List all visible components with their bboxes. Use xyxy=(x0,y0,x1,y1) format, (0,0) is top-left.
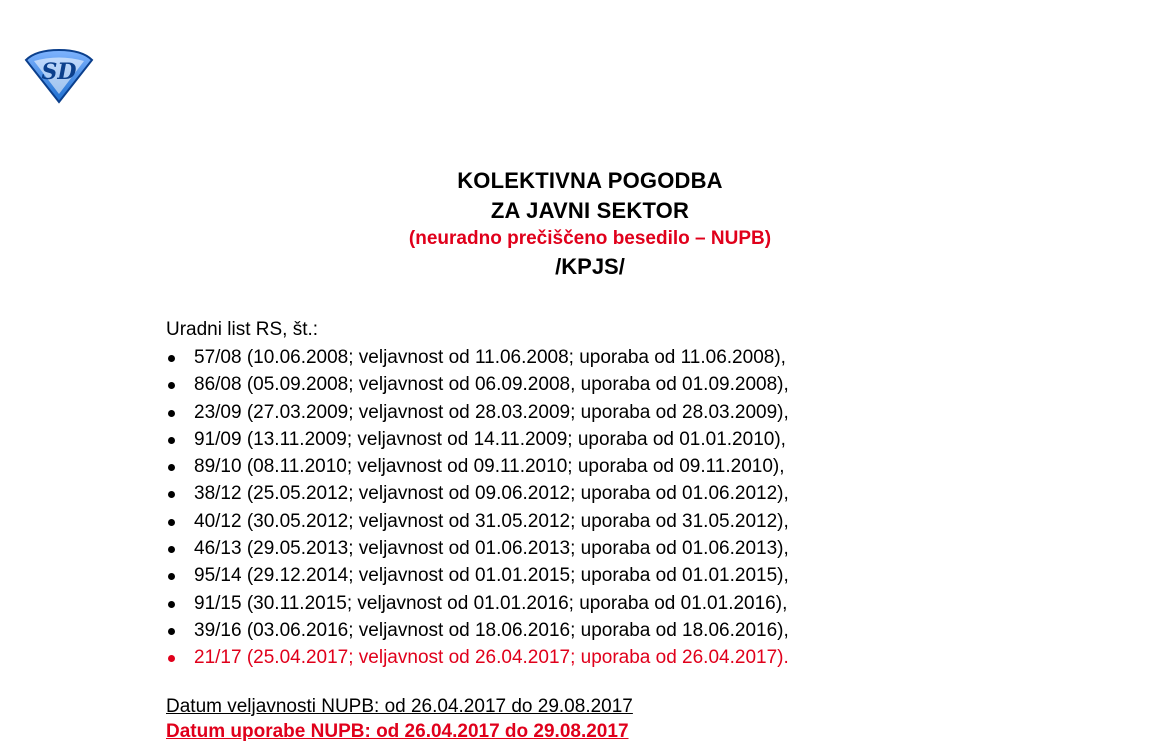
gazette-issue-text: 39/16 (03.06.2016; veljavnost od 18.06.2016; uporaba od 18.06.2016), xyxy=(194,619,789,641)
gazette-label: Uradni list RS, št.: xyxy=(166,319,319,340)
gazette-issue-text: 91/15 (30.11.2015; veljavnost od 01.01.2016; uporaba od 01.01.2016), xyxy=(194,592,788,614)
gazette-issue-list xyxy=(166,344,789,672)
gazette-issue-text: 95/14 (29.12.2014; veljavnost od 01.01.2015; uporaba od 01.01.2015), xyxy=(194,565,789,587)
gazette-issue-text: 57/08 (10.06.2008; veljavnost od 11.06.2008; uporaba od 11.06.2008), xyxy=(194,347,786,368)
gazette-issue xyxy=(166,590,789,617)
document-title-line1: KOLEKTIVNA POGODBA xyxy=(457,168,723,193)
gazette-issue xyxy=(166,453,789,480)
gazette-issue xyxy=(166,371,789,398)
gazette-issue-text: 40/12 (30.05.2012; veljavnost od 31.05.2012; uporaba od 31.05.2012), xyxy=(194,510,789,532)
gazette-issue xyxy=(166,562,789,589)
gazette-issue-text: 21/17 (25.04.2017; veljavnost od 26.04.2017; uporaba od 26.04.2017). xyxy=(194,647,789,669)
document-subtitle: (neuradno prečiščeno besedilo – NUPB) xyxy=(408,228,772,249)
gazette-issue xyxy=(166,535,789,562)
gazette-issue-text: 46/13 (29.05.2013; veljavnost od 01.06.2013; uporaba od 01.06.2013), xyxy=(194,538,789,560)
gazette-issue xyxy=(166,426,789,453)
gazette-issue xyxy=(166,399,789,426)
nupb-usage-date: Datum uporabe NUPB: od 26.04.2017 do 29.08.2017 xyxy=(166,721,629,742)
bullet-icon xyxy=(168,437,175,444)
gazette-issue-text: 89/10 (08.11.2010; veljavnost od 09.11.2010; uporaba od 09.11.2010), xyxy=(194,456,785,478)
bullet-icon xyxy=(168,491,175,498)
gazette-issue-text: 38/12 (25.05.2012; veljavnost od 09.06.2012; uporaba od 01.06.2012), xyxy=(194,483,789,505)
bullet-icon xyxy=(168,519,175,526)
bullet-icon xyxy=(168,601,175,608)
bullet-icon xyxy=(168,410,175,417)
bullet-icon xyxy=(168,628,175,635)
bullet-icon xyxy=(168,655,175,662)
bullet-icon xyxy=(168,355,175,362)
gazette-issue xyxy=(166,480,789,507)
document-title-line2: ZA JAVNI SEKTOR xyxy=(490,198,690,223)
title-block xyxy=(0,166,1157,282)
gazette-issue-text: 91/09 (13.11.2009; veljavnost od 14.11.2009; uporaba od 01.01.2010), xyxy=(194,428,786,450)
document-abbreviation: /KPJS/ xyxy=(555,254,625,279)
gazette-issue xyxy=(166,508,789,535)
gazette-issue-text: 86/08 (05.09.2008; veljavnost od 06.09.2008, uporaba od 01.09.2008), xyxy=(194,374,789,396)
gazette-issue xyxy=(166,617,789,644)
bullet-icon xyxy=(168,546,175,553)
sd-shield-logo-icon xyxy=(22,48,96,104)
nupb-validity-date: Datum veljavnosti NUPB: od 26.04.2017 do 29.08.2017 xyxy=(166,696,633,717)
gazette-issue-text: 23/09 (27.03.2009; veljavnost od 28.03.2009; uporaba od 28.03.2009), xyxy=(194,401,789,423)
gazette-issue xyxy=(166,344,789,371)
bullet-icon xyxy=(168,573,175,580)
logo-letters: SD xyxy=(41,59,77,85)
gazette-issue-latest xyxy=(166,644,789,671)
bullet-icon xyxy=(168,464,175,471)
bullet-icon xyxy=(168,382,175,389)
